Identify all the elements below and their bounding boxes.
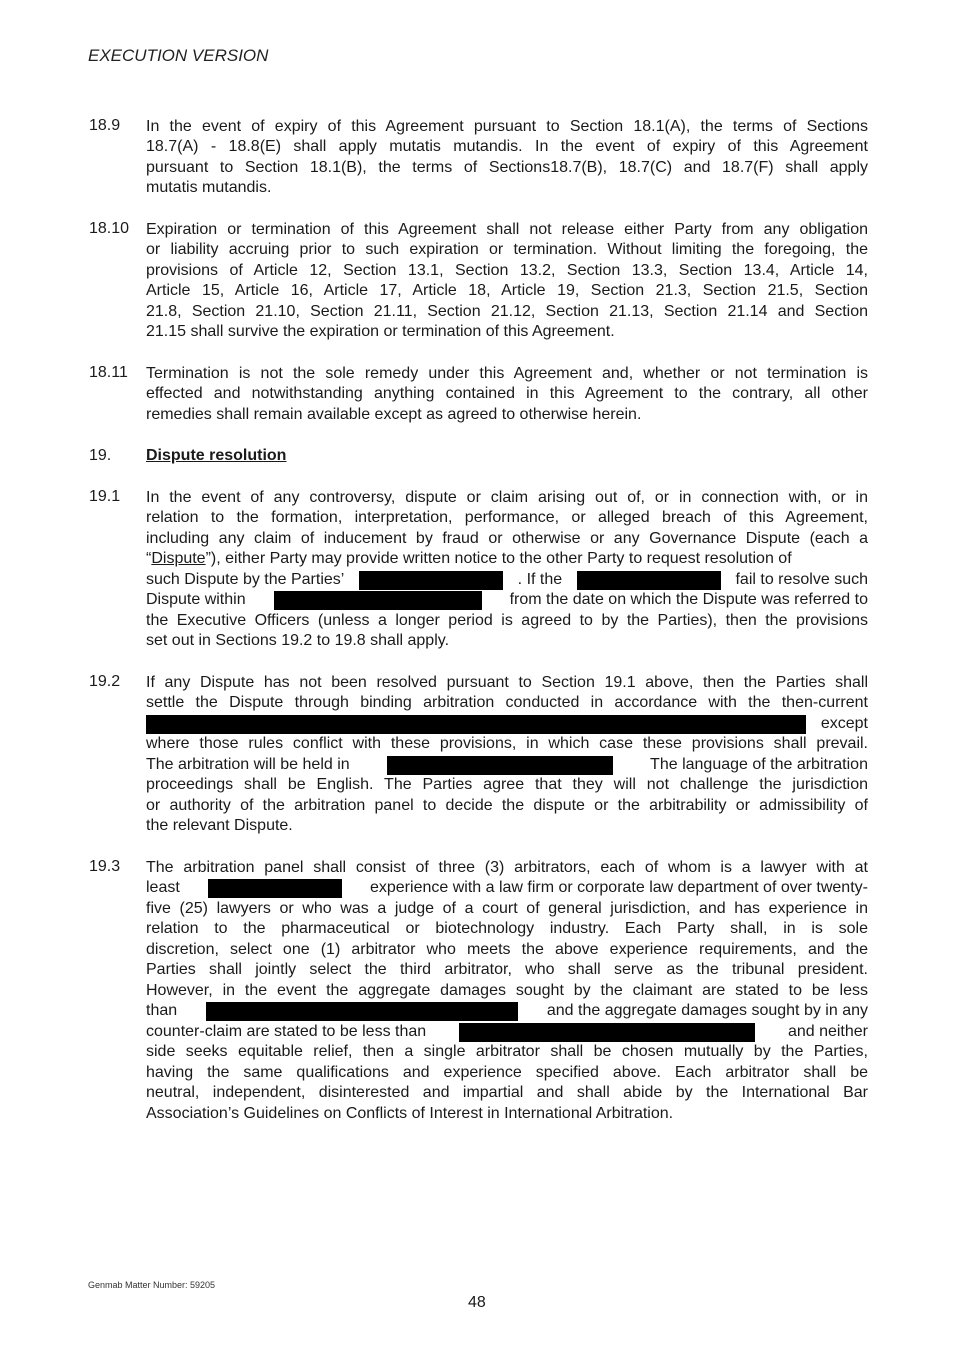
section-line: mutatis mutandis. [146,179,272,196]
section-line [146,549,868,569]
section-number: 18.9 [89,117,121,134]
section-line: provisions of Article 12, Section 13.1, Section 13.2, Section 13.3, Section 13.4, Article 14, [146,262,868,279]
section-line: proceedings shall be English. The Parties agree that they will not challenge the jurisdiction [146,776,868,793]
text-fragment: and neither [787,1023,868,1040]
section-line [146,1022,868,1042]
section-line [146,878,868,898]
section-line: In the event of any controversy, dispute or claim arising out of, or in connection with, or in [146,489,868,506]
section-line: or liability accruing prior to such expiration or termination. Without limiting the foregoing, the [146,241,868,258]
section-number: 18.11 [89,364,128,381]
section-line: Termination is not the sole remedy under this Agreement and, whether or not termination is [146,365,868,382]
section-line: the relevant Dispute. [146,817,293,834]
text-fragment: Dispute within [146,591,246,608]
text-fragment: . If the [517,571,563,588]
section-line: set out in Sections 19.2 to 19.8 shall apply. [146,632,450,649]
open-quote: “ [146,550,152,567]
section-line: In the event of expiry of this Agreement pursuant to Section 18.1(A), the terms of Sections [146,118,868,135]
article-heading: Dispute resolution [146,447,287,464]
article-number: 19. [89,447,112,464]
section-line: relation to the pharmaceutical or biotechnology industry. Each Party shall, in is sole [146,920,868,937]
section-line: The arbitration panel shall consist of three (3) arbitrators, each of whom is a lawyer with at [146,859,868,876]
section-line: relation to the formation, interpretation, performance, or alleged breach of this Agreement, [146,509,868,526]
section-line: discretion, select one (1) arbitrator who meets the above experience requirements, and the [146,941,868,958]
section-line: or authority of the arbitration panel to decide the dispute or the arbitrability or admissibility of [146,797,868,814]
text-fragment: from the date on which the Dispute was referred to [509,591,868,608]
text-fragment: least [146,879,180,896]
redaction-box [274,591,482,610]
text-fragment: The arbitration will be held in [146,756,350,773]
section-line: side seeks equitable relief, then a single arbitrator shall be chosen mutually by the Parties, [146,1043,868,1060]
section-number: 19.2 [89,673,121,690]
section-line: where those rules conflict with these provisions, in which case these provisions shall prevail. [146,735,868,752]
redaction-box [208,879,342,898]
text-fragment: ”), either Party may provide written notice to the other Party to request resolution of [205,550,792,567]
redaction-box [146,715,806,734]
section-line: effected and notwithstanding anything contained in this Agreement to the contrary, all other [146,385,868,402]
section-line: If any Dispute has not been resolved pursuant to Section 19.1 above, then the Parties shall [146,674,868,691]
section-line [146,714,868,734]
defined-term-dispute: Dispute [151,550,206,567]
section-line: 21.15 shall survive the expiration or termination of this Agreement. [146,323,615,340]
section-number: 19.1 [89,488,121,505]
redaction-box [359,571,503,590]
section-line [146,590,868,610]
text-fragment: experience with a law firm or corporate law department of over twenty- [369,879,868,896]
section-line: Parties shall jointly select the third arbitrator, who shall serve as the tribunal president. [146,961,868,978]
text-fragment: fail to resolve such [735,571,868,588]
page-number: 48 [468,1294,486,1311]
text-fragment [146,549,792,569]
section-line: 21.8, Section 21.10, Section 21.11, Section 21.12, Section 21.13, Section 21.14 and Section [146,303,868,320]
section-line: However, in the event the aggregate damages sought by the claimant are stated to be less [146,982,868,999]
text-fragment: such Dispute by the Parties’ [146,571,345,588]
text-fragment: than [146,1002,178,1019]
section-line: including any claim of inducement by fraud or otherwise or any Governance Dispute (each a [146,530,868,547]
section-line: Association’s Guidelines on Conflicts of Interest in International Arbitration. [146,1105,674,1122]
section-line: remedies shall remain available except as agreed to otherwise herein. [146,406,642,423]
section-line: having the same qualifications and experience specified above. Each arbitrator shall be [146,1064,868,1081]
text-fragment: and the aggregate damages sought by in any [546,1002,868,1019]
redaction-box [387,756,613,775]
section-line: pursuant to Section 18.1(B), the terms of Sections18.7(B), 18.7(C) and 18.7(F) shall apply [146,159,868,176]
section-line [146,755,868,775]
text-fragment: The language of the arbitration [650,756,868,773]
redaction-box [459,1023,755,1042]
document-header: EXECUTION VERSION [88,46,269,65]
redaction-box [577,571,721,590]
text-fragment: counter-claim are stated to be less than [146,1023,427,1040]
section-line [146,1001,868,1021]
text-fragment: except [820,715,868,732]
section-line: 18.7(A) - 18.8(E) shall apply mutatis mutandis. In the event of expiry of this Agreement [146,138,868,155]
redaction-box [206,1002,518,1021]
section-line: neutral, independent, disinterested and impartial and shall abide by the International Bar [146,1084,868,1101]
section-line: the Executive Officers (unless a longer period is agreed to by the Parties), then the provisions [146,612,868,629]
section-line [146,570,868,590]
section-line: settle the Dispute through binding arbitration conducted in accordance with the then-current [146,694,868,711]
section-number: 18.10 [89,220,130,237]
section-line: Expiration or termination of this Agreement shall not release either Party from any obligation [146,221,868,238]
matter-number: Genmab Matter Number: 59205 [88,1280,216,1290]
section-number: 19.3 [89,858,121,875]
section-line: Article 15, Article 16, Article 17, Article 18, Article 19, Section 21.3, Section 21.5, Section [146,282,868,299]
section-line: five (25) lawyers or who was a judge of a court of general jurisdiction, and has experience in [146,900,868,917]
